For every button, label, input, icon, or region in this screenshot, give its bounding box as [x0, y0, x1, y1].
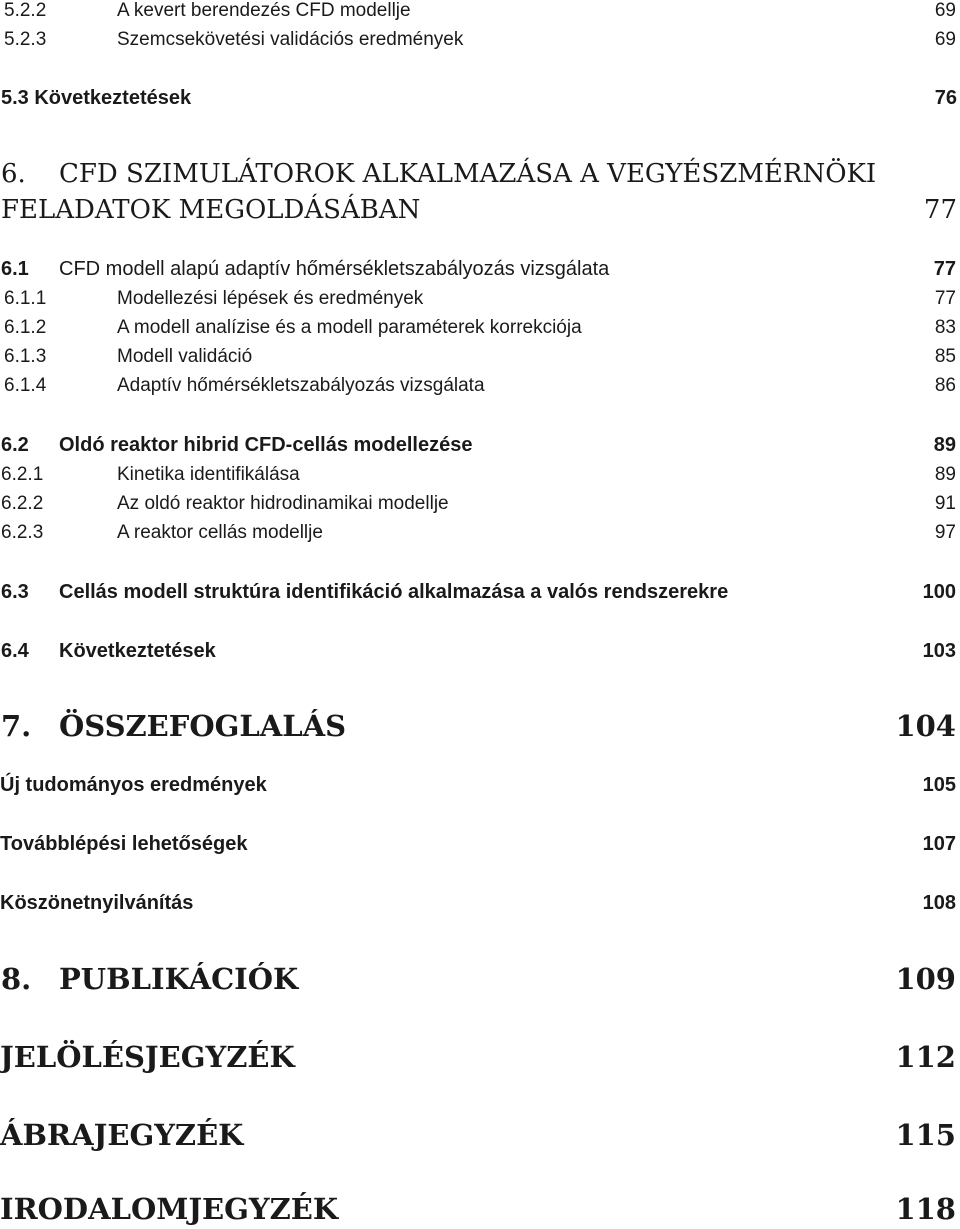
toc-entry-title: Oldó reaktor hibrid CFD-cellás modellezése: [59, 434, 473, 456]
toc-entry-title: Az oldó reaktor hidrodinamikai modellje: [117, 493, 449, 514]
toc-entry-6[interactable]: [0, 159, 956, 189]
toc-entry-title: ÁBRAJEGYZÉK: [0, 1118, 244, 1152]
toc-entry-page: 86: [934, 375, 956, 396]
toc-entry-page: 112: [895, 1040, 956, 1074]
toc-entry-title: JELÖLÉSJEGYZÉK: [0, 1040, 295, 1074]
toc-entry-7[interactable]: [0, 709, 956, 743]
toc-entry-page: 109: [895, 962, 956, 996]
toc-entry-jelolesjegyzek[interactable]: [0, 1040, 956, 1074]
toc-entry-6-1-4[interactable]: [0, 375, 956, 397]
toc-entry-page: 89: [933, 434, 956, 456]
toc-entry-page: 105: [922, 774, 956, 796]
toc-entry-6-2[interactable]: [0, 434, 956, 457]
toc-entry-title: CFD modell alapú adaptív hőmérsékletszabályozás vizsgálata: [59, 258, 610, 280]
toc-entry-page: 108: [922, 892, 956, 914]
toc-entry-abrajegyzek[interactable]: [0, 1118, 956, 1152]
toc-entry-title: Modell validáció: [117, 346, 253, 367]
toc-entry-koszonetnyilvanitas[interactable]: [0, 892, 956, 915]
toc-entry-number: 7.: [1, 709, 32, 743]
toc-entry-5-2-3[interactable]: [0, 29, 956, 51]
toc-entry-page: 77: [933, 258, 956, 280]
toc-entry-number: 6.1.3: [4, 346, 47, 367]
toc-entry-6-1-3[interactable]: [0, 346, 956, 368]
toc-entry-page: 89: [934, 464, 956, 485]
toc-entry-number: 8.: [1, 962, 32, 996]
toc-entry-page: 91: [934, 493, 956, 514]
toc-entry-title: Kinetika identifikálása: [117, 464, 300, 485]
toc-entry-number: 6.2.1: [1, 464, 44, 485]
toc-entry-6-3[interactable]: [0, 581, 956, 604]
toc-entry-number: 6.1.1: [4, 288, 47, 309]
toc-entry-number: 6.4: [1, 640, 29, 662]
toc-entry-page: 104: [895, 709, 956, 743]
toc-entry-number: 6.: [1, 159, 26, 189]
toc-entry-6-2-3[interactable]: [0, 522, 956, 544]
toc-entry-6-1-1[interactable]: [0, 288, 956, 310]
toc-entry-page: 69: [934, 0, 956, 21]
toc-entry-title: IRODALOMJEGYZÉK: [0, 1192, 339, 1226]
toc-entry-5-3[interactable]: [0, 87, 957, 110]
toc-entry-5-2-2[interactable]: [0, 0, 956, 22]
toc-entry-number: 6.3: [1, 581, 29, 603]
toc-entry-page: 97: [934, 522, 956, 543]
toc-entry-number: 6.2: [1, 434, 29, 456]
toc-entry-page: 83: [934, 317, 956, 338]
toc-entry-page: 118: [895, 1192, 956, 1226]
toc-entry-page: 77: [934, 288, 956, 309]
toc-entry-title: Modellezési lépések és eredmények: [117, 288, 424, 309]
toc-entry-6-1[interactable]: [0, 258, 956, 281]
toc-entry-irodalomjegyzek[interactable]: [0, 1192, 956, 1226]
toc-entry-6-2-2[interactable]: [0, 493, 956, 515]
toc-entry-6-1-2[interactable]: [0, 317, 956, 339]
toc-entry-title: A reaktor cellás modellje: [117, 522, 323, 543]
toc-entry-page: 100: [922, 581, 956, 603]
toc-entry-title: Köszönetnyilvánítás: [0, 892, 194, 914]
toc-entry-page: 103: [922, 640, 956, 662]
toc-entry-number: 6.1.2: [4, 317, 47, 338]
toc-entry-6-cont[interactable]: [0, 195, 957, 225]
toc-entry-8[interactable]: [0, 962, 956, 996]
toc-entry-page: 76: [934, 87, 957, 109]
toc-entry-title: Továbblépési lehetőségek: [0, 833, 248, 855]
toc-entry-page: 115: [895, 1118, 956, 1152]
toc-entry-tovabblepesi-lehetosegek[interactable]: [0, 833, 956, 856]
toc-entry-number: 5.2.2: [4, 0, 47, 21]
toc-entry-title: CFD SZIMULÁTOROK ALKALMAZÁSA A VEGYÉSZMÉRNÖKI: [59, 159, 877, 189]
toc-entry-page: 107: [922, 833, 956, 855]
toc-entry-title: Adaptív hőmérsékletszabályozás vizsgálata: [117, 375, 485, 396]
toc-entry-number: 6.2.2: [1, 493, 44, 514]
toc-entry-title: Cellás modell struktúra identifikáció alkalmazása a valós rendszerekre: [59, 581, 729, 603]
toc-entry-6-2-1[interactable]: [0, 464, 956, 486]
toc-entry-title: A modell analízise és a modell paraméterek korrekciója: [117, 317, 582, 338]
toc-entry-title: Új tudományos eredmények: [0, 774, 267, 796]
toc-entry-title: A kevert berendezés CFD modellje: [117, 0, 411, 21]
toc-entry-uj-tudomanyos-eredmenyek[interactable]: [0, 774, 956, 797]
toc-entry-page: 85: [934, 346, 956, 367]
toc-entry-title: ÖSSZEFOGLALÁS: [59, 709, 347, 743]
toc-entry-title: PUBLIKÁCIÓK: [59, 962, 299, 996]
toc-entry-title: Szemcsekövetési validációs eredmények: [117, 29, 464, 50]
toc-entry-title: FELADATOK MEGOLDÁSÁBAN: [1, 195, 421, 225]
toc-entry-title: 5.3 Következtetések: [1, 87, 192, 109]
toc-entry-title: Következtetések: [59, 640, 216, 662]
toc-entry-page: 77: [923, 195, 957, 225]
toc-entry-number: 6.1: [1, 258, 29, 280]
toc-entry-page: 69: [934, 29, 956, 50]
toc-entry-number: 5.2.3: [4, 29, 47, 50]
toc-entry-number: 6.2.3: [1, 522, 44, 543]
toc-entry-6-4[interactable]: [0, 640, 956, 663]
toc-entry-number: 6.1.4: [4, 375, 47, 396]
